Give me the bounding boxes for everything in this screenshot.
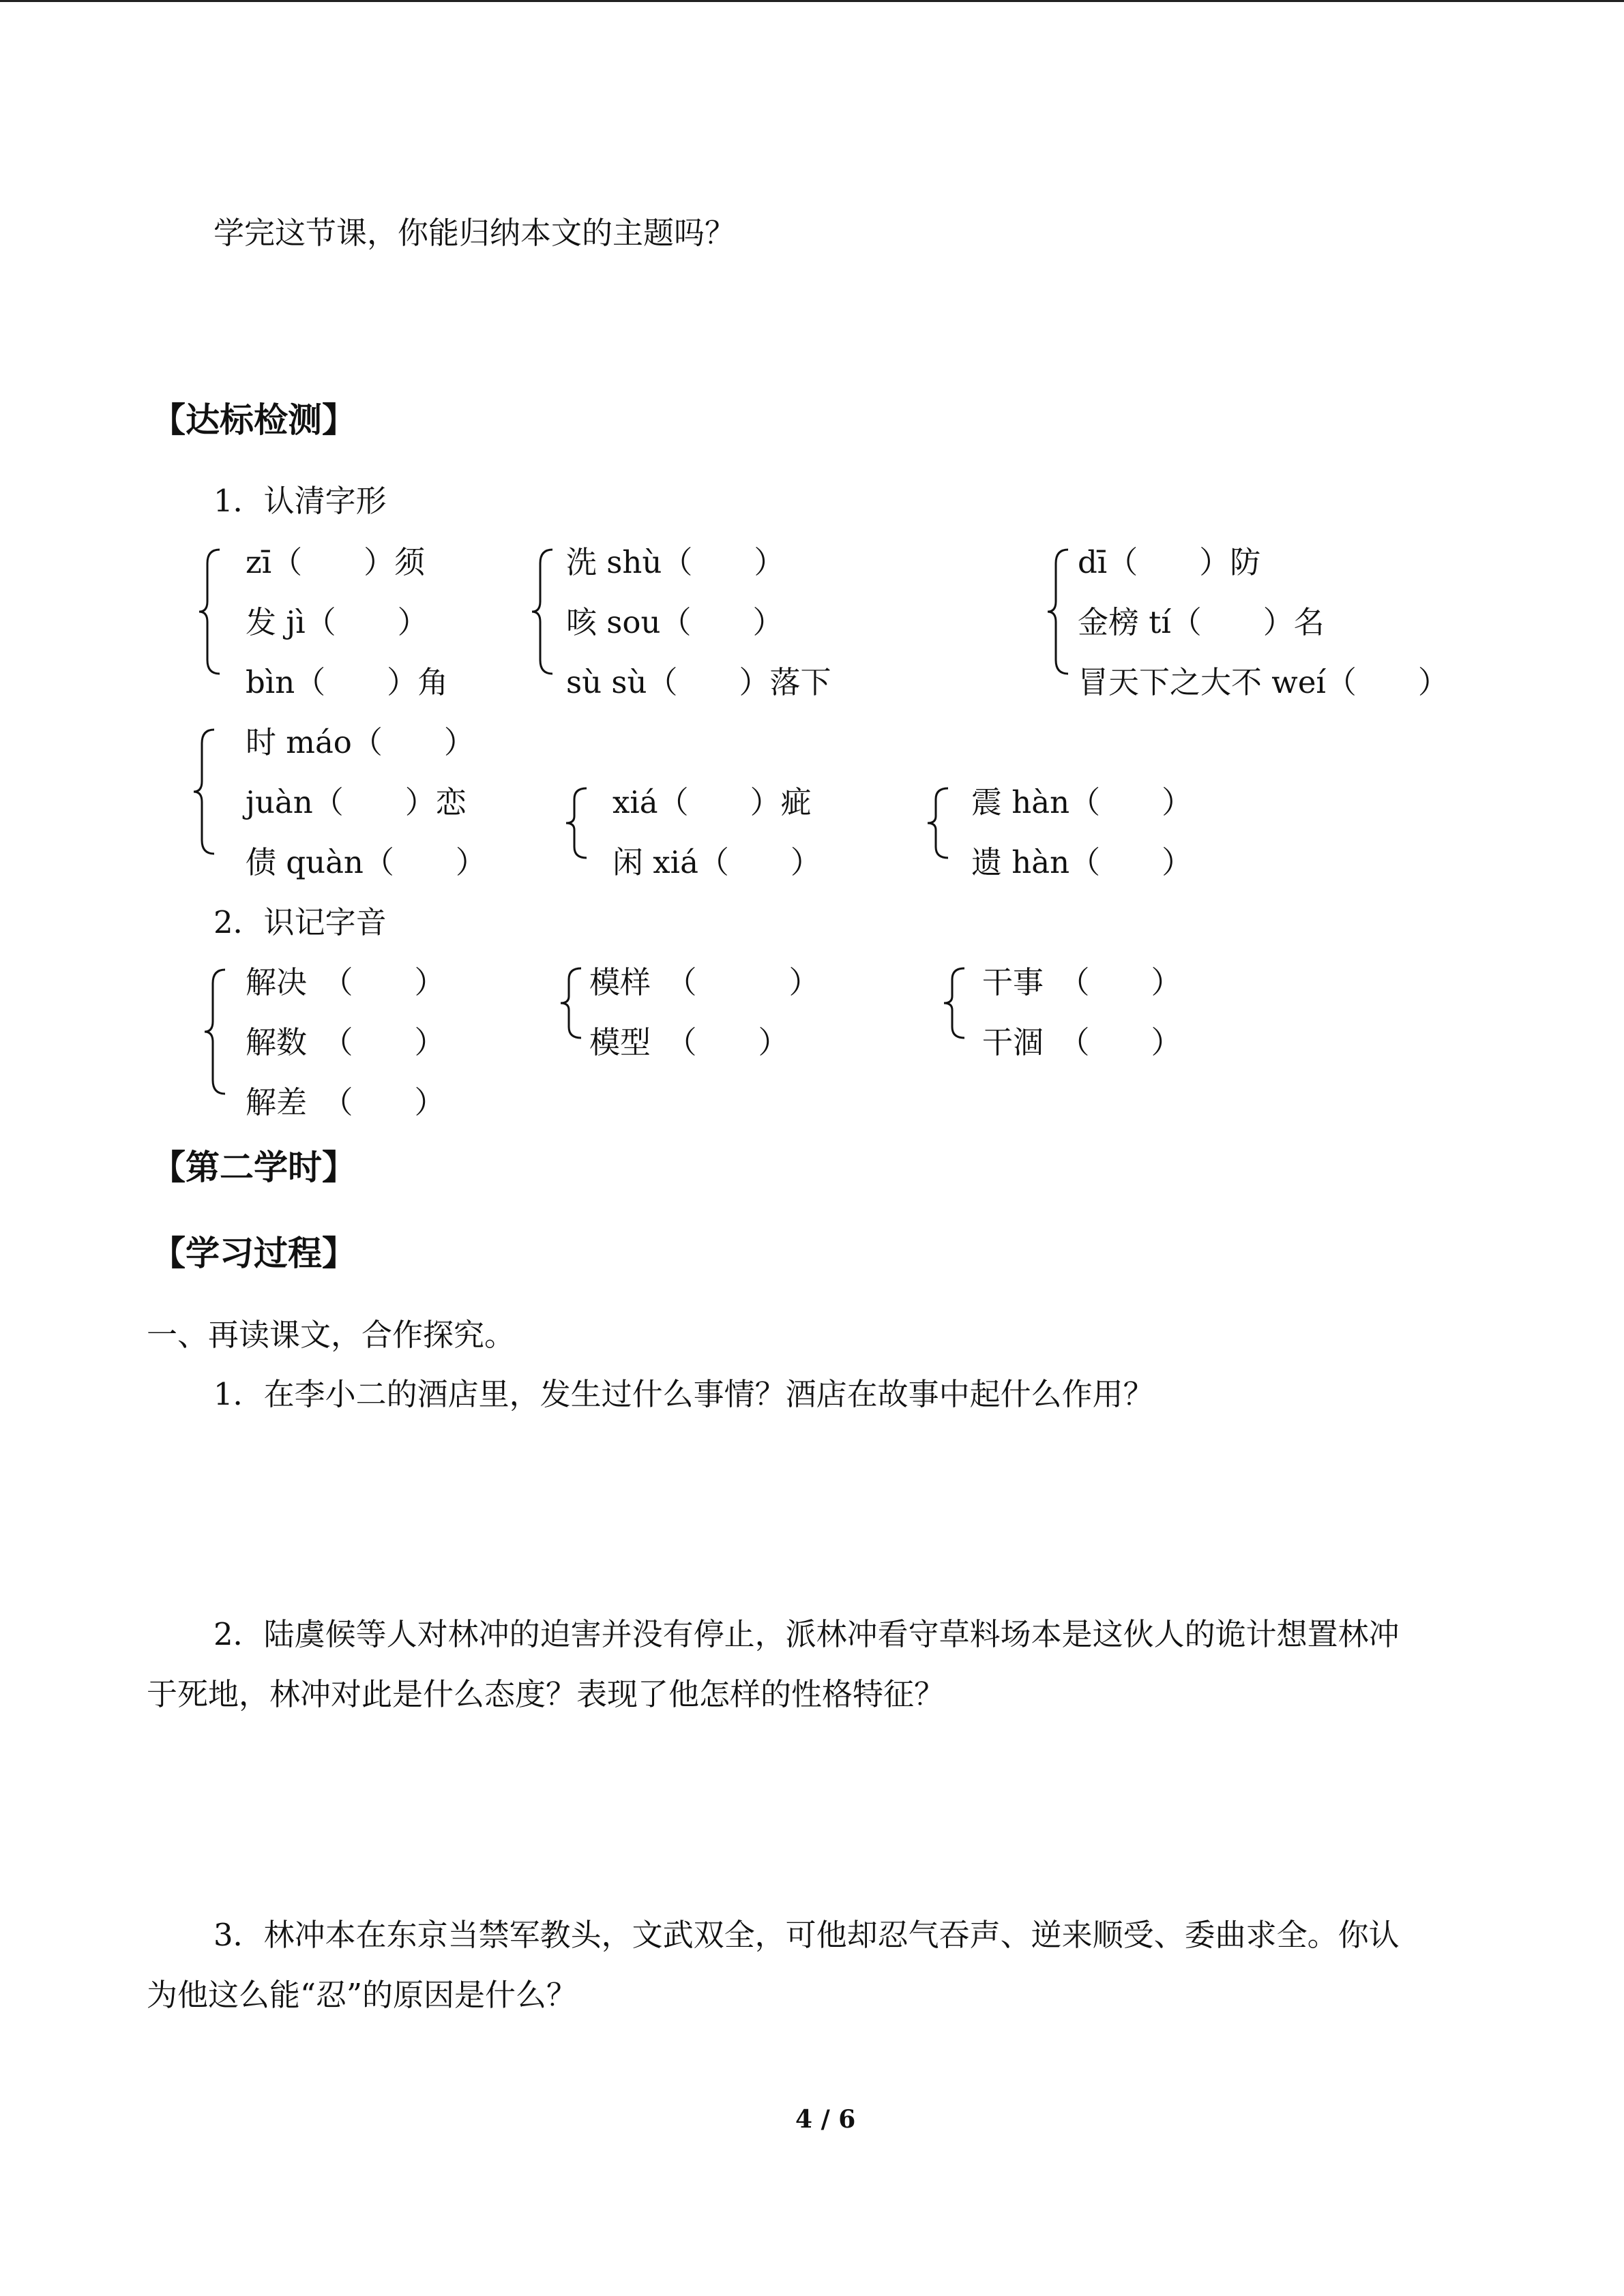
intro-question: 学完这节课，你能归纳本文的主题吗？ (213, 215, 736, 251)
group-3-item-3: 冒天下之大不 weí（ ） (1078, 664, 1449, 700)
brace-group-2 (529, 547, 557, 676)
group-3-item-2: 金榜 tí（ ）名 (1078, 604, 1325, 640)
brace-group-1 (196, 547, 224, 676)
question-3-line-1: 3．林冲本在东京当禁军教头，文武双全，可他却忍气吞声、逆来顺受、委曲求全。你认 (213, 1917, 1400, 1953)
group-2-item-2: 咳 sou（ ） (566, 604, 784, 640)
group-1-item-2: 发 jì（ ） (246, 604, 428, 640)
brace-group-8 (558, 966, 585, 1041)
group-1-item-1: zī（ ）须 (246, 544, 426, 580)
brace-group-9 (941, 966, 969, 1041)
question-2-line-2: 于死地，林冲对此是什么态度？表现了他怎样的性格特征？ (147, 1676, 945, 1712)
brace-group-3 (1045, 547, 1072, 676)
group-3-item-1: dī（ ）防 (1078, 544, 1261, 580)
group-7-item-1: 解决 （ ） (246, 964, 445, 1000)
group-7-item-3: 解差 （ ） (246, 1084, 445, 1120)
part-1-title: 一、再读课文，合作探究。 (147, 1317, 516, 1353)
group-4-item-3: 债 quàn（ ） (246, 844, 486, 880)
brace-group-5 (563, 786, 591, 861)
question-1-title: 1．认清字形 (213, 483, 387, 519)
question-2-line-1: 2．陆虞候等人对林冲的迫害并没有停止，派林冲看守草料场本是这伙人的诡计想置林冲 (213, 1616, 1400, 1652)
question-3-line-2: 为他这么能“忍”的原因是什么？ (147, 1977, 578, 2013)
question-2-title: 2．识记字音 (213, 904, 387, 940)
group-9-item-2: 干涸 （ ） (982, 1024, 1182, 1060)
question-1: 1．在李小二的酒店里，发生过什么事情？酒店在故事中起什么作用？ (213, 1376, 1154, 1412)
brace-group-4 (191, 727, 218, 856)
section-heading-check: 【达标检测】 (151, 400, 356, 440)
group-6-item-1: 震 hàn（ ） (971, 784, 1193, 820)
section-heading-second-period: 【第二学时】 (151, 1148, 356, 1187)
group-1-item-3: bìn（ ）角 (246, 664, 449, 700)
group-6-item-2: 遗 hàn（ ） (971, 844, 1193, 880)
group-8-item-1: 模样 （ ） (589, 964, 820, 1000)
brace-group-6 (925, 786, 952, 861)
group-9-item-1: 干事 （ ） (982, 964, 1182, 1000)
group-8-item-2: 模型 （ ） (589, 1024, 789, 1060)
group-2-item-3: sù sù（ ）落下 (566, 664, 831, 700)
page-number: 4 / 6 (795, 2105, 856, 2134)
section-heading-learning-process: 【学习过程】 (151, 1234, 356, 1273)
group-5-item-1: xiá（ ）疵 (612, 784, 812, 820)
page-top-border (0, 0, 1624, 2)
group-5-item-2: 闲 xiá（ ） (612, 844, 821, 880)
group-2-item-1: 洗 shù（ ） (566, 544, 785, 580)
brace-group-7 (202, 967, 229, 1097)
group-4-item-2: juàn（ ）恋 (246, 784, 467, 820)
group-4-item-1: 时 máo（ ） (246, 724, 475, 760)
group-7-item-2: 解数 （ ） (246, 1024, 445, 1060)
